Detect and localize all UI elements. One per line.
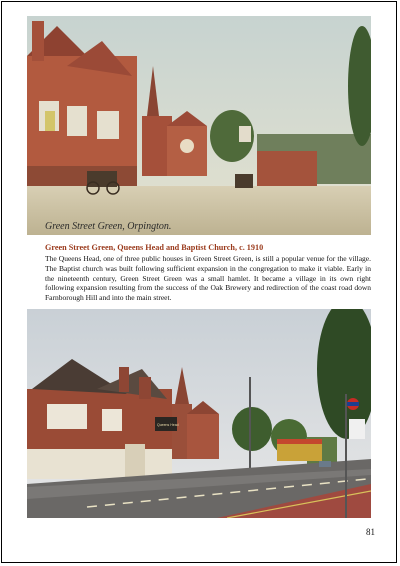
caption-title: Green Street Green, Queens Head and Baptist Church, c. 1910 [45, 243, 264, 252]
historic-postcard-photo [27, 16, 371, 235]
pub-sign-text: Queens Head [157, 423, 179, 427]
modern-street-photo [27, 309, 371, 518]
postcard-inscription: Green Street Green, Orpington. [45, 221, 172, 232]
page-number: 81 [366, 527, 375, 537]
caption-body: The Queens Head, one of three public houses in Green Street Green, is still a popular venue for the village. The Baptist church was built following sufficient expansion in the congregation to make it viable. Early in the nineteenth century, Green Street Green was a small hamlet. It became a village in its own right following expansion resulting from the success of the Oak Brewery and redirection of the coast road down Farnborough Hill and into the main street. [45, 254, 371, 303]
